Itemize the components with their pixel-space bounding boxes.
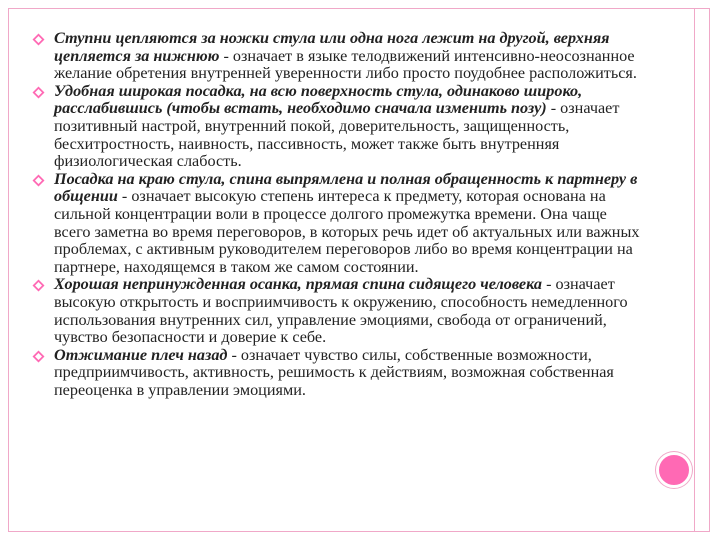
diamond-bullet-icon [32,350,45,363]
diamond-bullet-icon [32,33,45,46]
item-emphasis: Удобная широкая посадка, на всю поверхность стула, одинаково широко, расслабившись (чтобы встать, необходимо сначала изменить позу) [54,81,583,118]
diamond-bullet-icon [32,86,45,99]
item-emphasis: Отжимание плеч назад [54,345,228,364]
item-text: - означает высокую степень интереса к предмету, которая основана на сильной концентрации воли в процессе долгого промежутка времени. Она чаще всего заметна во время переговоров, в которых речь идет об актуальных или важных проблемах, с активным руководителем переговоров либо во время концентрации на партнере, находящемся в таком же самом состоянии. [54,187,640,276]
bullet-item-1 [32,30,642,83]
item-emphasis: Ступни цепляются за ножки стула или одна нога лежит на другой, верхняя цепляется за нижнюю [54,29,610,65]
bullet-item-5 [32,347,642,400]
item-emphasis: Посадка на краю стула, спина выпрямлена и полная обращенность к партнеру в общении [54,169,638,206]
item-text: - означает чувство силы, собственные возможности, предприимчивость, активность, решимость к действиям, возможная собственная переоценка в управлении эмоциями. [54,345,614,399]
item-text: - означает позитивный настрой, внутренний покой, доверительность, защищенность, бесхитростность, наивность, пассивность, может также быть внутренняя физиологическая слабость. [54,99,620,171]
diamond-bullet-icon [32,174,45,187]
item-text: - означает высокую открытость и восприимчивость к окружению, способность немедленного использования внутренних сил, управление эмоциями, свобода от ограничений, чувство безопасности и доверие к себе. [54,275,628,347]
right-accent-line [694,8,695,532]
item-text: - означает в языке телодвижений интенсивно-неосознанное желание обретения внутренней уверенности либо просто поудобнее расположиться. [54,46,637,83]
diamond-bullet-icon [32,279,45,292]
bullet-item-3 [32,171,642,277]
item-emphasis: Хорошая непринужденная осанка, прямая спина сидящего человека [54,275,543,294]
bullet-item-4 [32,276,642,346]
bullet-item-2 [32,83,642,171]
bullet-list [32,30,642,399]
decorative-circle [656,452,692,488]
